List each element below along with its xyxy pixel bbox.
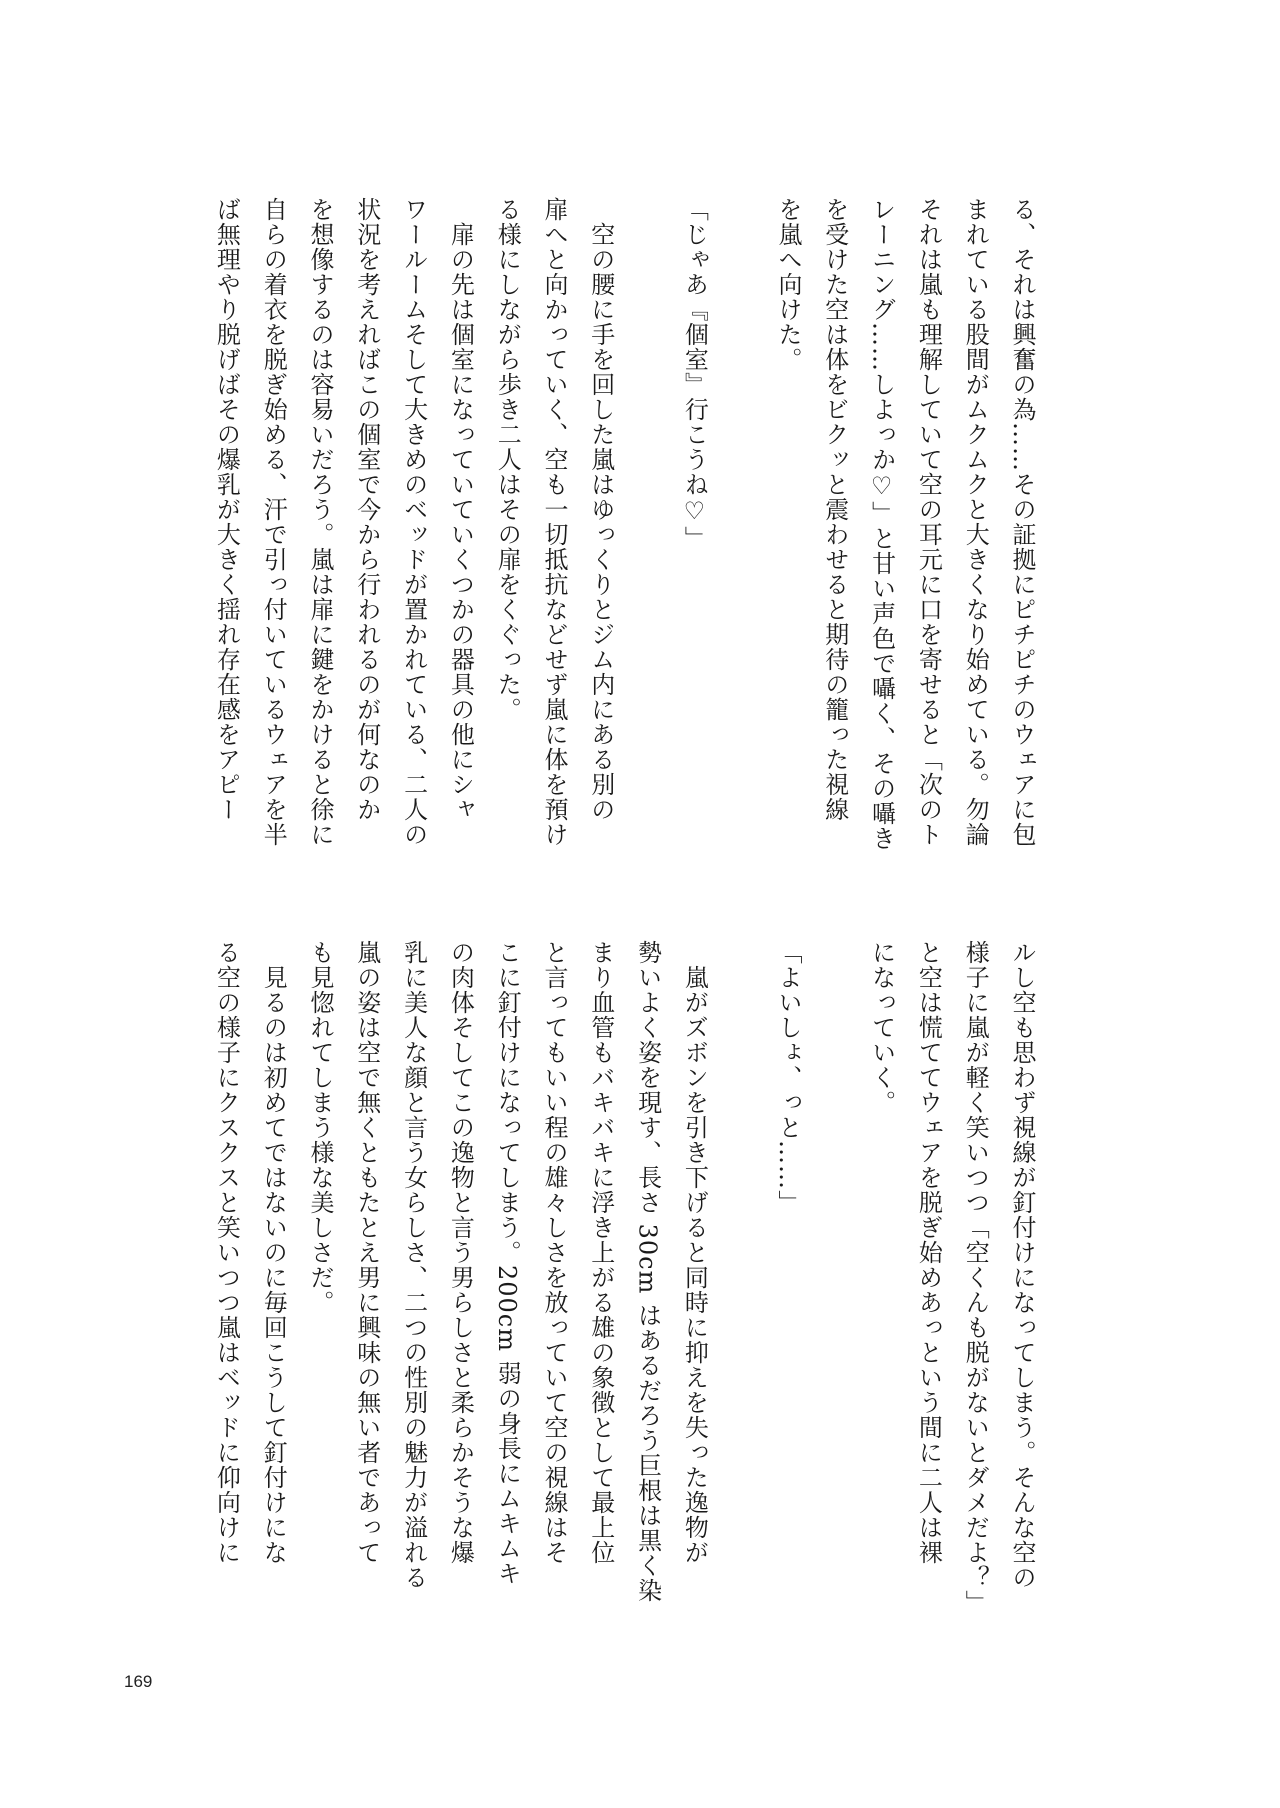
- text-column: と空は慌ててウェアを脱ぎ始めあっという間に二人は裸: [914, 940, 943, 1565]
- text-column: 空の腰に手を回した嵐はゆっくりとジム内にある別の: [586, 197, 615, 822]
- text-column: 嵐の姿は空で無くともたとえ男に興味の無い者であって: [352, 940, 381, 1565]
- text-column: 様子に嵐が軽く笑いつつ「空くんも脱がないとダメだよ？」: [961, 940, 990, 1615]
- text-column: 嵐がズボンを引き下げると同時に抑えを失った逸物が: [680, 940, 709, 1565]
- text-column: 乳に美人な顔と言う女らしさ、二つの性別の魅力が溢れる: [399, 940, 428, 1590]
- text-column: になっていく。: [867, 940, 896, 1115]
- text-column: [727, 940, 755, 1630]
- text-column: も見惚れてしまう様な美しさだ。: [306, 940, 334, 1315]
- text-column: レーニング……しよっか♡」と甘い声色で囁く、その囁き: [867, 197, 896, 851]
- text-column: を嵐へ向けた。: [774, 197, 802, 372]
- text-column: 勢いよく姿を現す、長さ 30cm はあるだろう巨根は黒く染: [633, 940, 662, 1603]
- text-column: [634, 197, 662, 887]
- text-column: それは嵐も理解していて空の耳元に口を寄せると「次のト: [914, 197, 943, 847]
- text-column: ば無理やり脱げばその爆乳が大きく揺れ存在感をアピー: [212, 197, 241, 822]
- text-column: [727, 197, 755, 887]
- text-column: 「よいしょ、っと……」: [774, 940, 802, 1215]
- text-column: の肉体そしてこの逸物と言う男らしさと柔らかそうな爆: [446, 940, 475, 1565]
- text-column: こに釘付けになってしまう。200cm 弱の身長にムキムキ: [493, 940, 522, 1586]
- text-column: まり血管もバキバキに浮き上がる雄の象徴として最上位: [586, 940, 615, 1565]
- text-column: る、それは興奮の為……その証拠にピチピチのウェアに包: [1008, 197, 1036, 847]
- text-column: を受けた空は体をビクッと震わせると期待の籠った視線: [820, 197, 849, 822]
- text-column: る空の様子にクスクスと笑いつつ嵐はベッドに仰向けに: [212, 940, 241, 1565]
- text-column: と言ってもいい程の雄々しさを放っていて空の視線はそ: [540, 940, 568, 1565]
- text-column: まれている股間がムクムクと大きくなり始めている。勿論: [961, 197, 990, 847]
- text-column: を想像するのは容易いだろう。嵐は扉に鍵をかけると徐に: [306, 197, 334, 847]
- text-column: 扉の先は個室になっていていくつかの器具の他にシャ: [446, 197, 475, 822]
- text-column: 見るのは初めてではないのに毎回こうして釘付けにな: [259, 940, 288, 1565]
- text-column: 扉へと向かっていく、空も一切抵抗などせず嵐に体を預け: [540, 197, 568, 847]
- text-column: 状況を考えればこの個室で今から行われるのが何なのか: [352, 197, 381, 822]
- text-column: る様にしながら歩き二人はその扉をくぐった。: [493, 197, 522, 722]
- text-column: 「じゃあ『個室』行こうね♡」: [680, 197, 709, 551]
- text-column: ワールームそして大きめのベッドが置かれている、二人の: [399, 197, 428, 847]
- page-number: 169: [124, 1672, 153, 1691]
- text-column: 自らの着衣を脱ぎ始める、汗で引っ付いているウェアを半: [259, 197, 288, 847]
- text-column: ルし空も思わず視線が釘付けになってしまう。そんな空の: [1008, 940, 1036, 1590]
- text-column: [821, 940, 849, 1630]
